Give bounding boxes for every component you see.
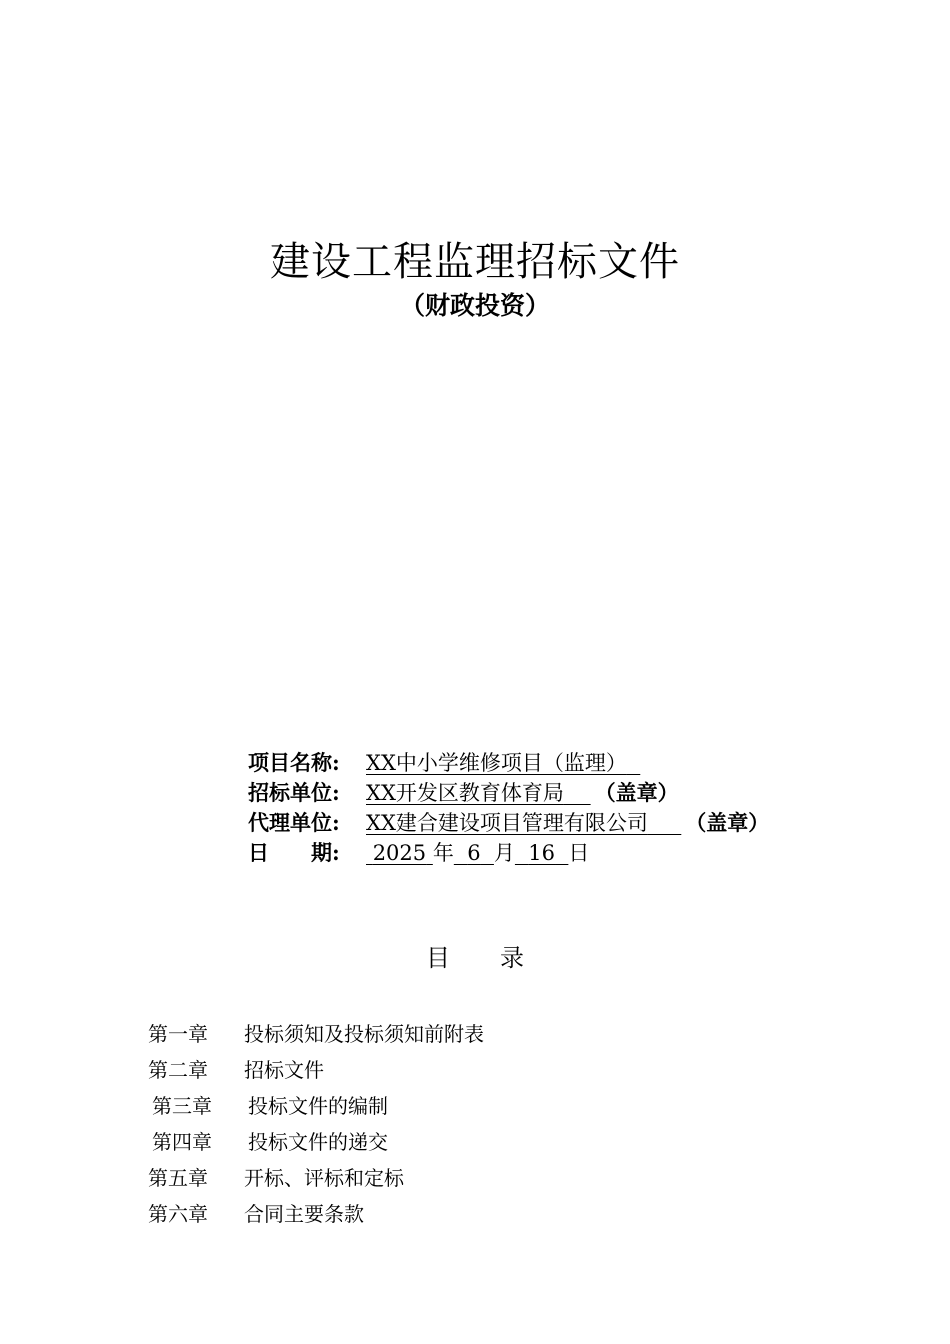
toc-chapter-number: 第六章: [148, 1202, 208, 1226]
agency-label: 代理单位:: [248, 810, 340, 835]
date-day: 16: [528, 841, 556, 865]
document-title: 建设工程监理招标文件: [270, 239, 680, 285]
project-name-label: 项目名称:: [248, 750, 340, 775]
toc-chapter-number: 第一章: [148, 1022, 208, 1046]
toc-item-1: [148, 1016, 484, 1052]
tenderer-row: [248, 778, 769, 808]
tenderer-label: 招标单位:: [248, 780, 340, 805]
toc-chapter-title: 开标、评标和定标: [244, 1166, 404, 1190]
table-of-contents: [148, 1016, 484, 1232]
date-year-unit: 年: [432, 841, 454, 865]
toc-chapter-number: 第二章: [148, 1058, 208, 1082]
agency-row: [248, 808, 769, 838]
date-label: 日 期:: [248, 840, 340, 865]
toc-chapter-title: 投标须知及投标须知前附表: [244, 1022, 484, 1046]
date-month: 6: [467, 841, 481, 865]
tenderer-seal: （盖章）: [594, 780, 679, 805]
toc-heading-left: 目: [426, 944, 450, 972]
date-month-unit: 月: [493, 841, 515, 865]
toc-heading: [0, 940, 950, 976]
project-name-value: XX中小学维修项目（监理）: [366, 751, 627, 775]
date-row: [248, 838, 769, 868]
toc-chapter-number: 第三章: [152, 1094, 212, 1118]
project-info-block: [248, 748, 769, 868]
toc-chapter-number: 第五章: [148, 1166, 208, 1190]
project-name-row: [248, 748, 769, 778]
tenderer-value: XX开发区教育体育局: [366, 781, 564, 805]
toc-heading-right: 录: [500, 944, 524, 972]
date-day-unit: 日: [568, 841, 590, 865]
toc-chapter-number: 第四章: [152, 1130, 212, 1154]
toc-chapter-title: 合同主要条款: [244, 1202, 364, 1226]
toc-chapter-title: 招标文件: [244, 1058, 324, 1082]
toc-item-6: [148, 1196, 484, 1232]
agency-seal: （盖章）: [685, 810, 770, 835]
toc-chapter-title: 投标文件的递交: [248, 1130, 388, 1154]
toc-item-4: [148, 1124, 484, 1160]
toc-chapter-title: 投标文件的编制: [248, 1094, 388, 1118]
agency-value: XX建合建设项目管理有限公司: [366, 811, 648, 835]
document-subtitle: （财政投资）: [399, 291, 550, 320]
date-year: 2025: [372, 841, 427, 865]
toc-item-5: [148, 1160, 484, 1196]
toc-item-3: [148, 1088, 484, 1124]
toc-item-2: [148, 1052, 484, 1088]
